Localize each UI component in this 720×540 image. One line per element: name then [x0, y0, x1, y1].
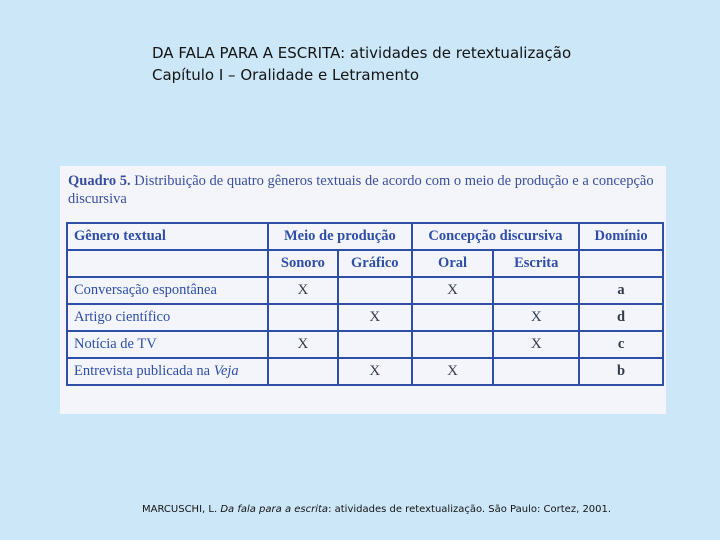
cell-genero-italic: Veja: [213, 363, 239, 379]
cell-sonoro: [268, 358, 338, 385]
cell-dominio: d: [579, 304, 663, 331]
subheader-empty-dominio: [579, 250, 663, 277]
citation-footer: [142, 504, 611, 515]
table-subheader-row: [67, 250, 663, 277]
cell-oral: [412, 304, 494, 331]
table-caption: [68, 172, 658, 208]
cell-sonoro: [268, 304, 338, 331]
cell-escrita: X: [493, 331, 579, 358]
slide-title-line1: DA FALA PARA A ESCRITA: atividades de retextualização: [152, 44, 572, 62]
cell-escrita: [493, 277, 579, 304]
cell-grafico: [338, 277, 412, 304]
cell-escrita: X: [493, 304, 579, 331]
table-row: [67, 331, 663, 358]
citation-title: Da fala para a escrita: [220, 504, 329, 515]
scanned-table-image: [60, 166, 666, 414]
cell-grafico: X: [338, 358, 412, 385]
slide-title-line2: Capítulo I – Oralidade e Letramento: [152, 66, 420, 84]
subheader-oral: Oral: [412, 250, 494, 277]
cell-grafico: X: [338, 304, 412, 331]
cell-dominio: c: [579, 331, 663, 358]
cell-escrita: [493, 358, 579, 385]
cell-oral: X: [412, 358, 494, 385]
subheader-empty: [67, 250, 268, 277]
subheader-sonoro: Sonoro: [268, 250, 338, 277]
cell-genero: Notícia de TV: [67, 331, 268, 358]
header-dominio: Domínio: [579, 223, 663, 250]
cell-genero-text: Entrevista publicada na: [74, 363, 214, 379]
cell-genero: Artigo científico: [67, 304, 268, 331]
header-concepcao: Concepção discursiva: [412, 223, 579, 250]
cell-sonoro: X: [268, 331, 338, 358]
cell-grafico: [338, 331, 412, 358]
table-row: [67, 304, 663, 331]
cell-dominio: a: [579, 277, 663, 304]
citation-author: MARCUSCHI, L.: [142, 504, 221, 515]
cell-dominio: b: [579, 358, 663, 385]
subheader-grafico: Gráfico: [338, 250, 412, 277]
cell-oral: X: [412, 277, 494, 304]
cell-genero: Conversação espontânea: [67, 277, 268, 304]
cell-genero: [67, 358, 268, 385]
caption-text: Distribuição de quatro gêneros textuais de acordo com o meio de produção e a concepção discursiva: [68, 173, 654, 207]
citation-rest: : atividades de retextualização. São Paulo: Cortez, 2001.: [328, 504, 612, 515]
header-meio: Meio de produção: [268, 223, 412, 250]
table-row: [67, 358, 663, 385]
cell-sonoro: X: [268, 277, 338, 304]
cell-oral: [412, 331, 494, 358]
caption-label: Quadro 5.: [68, 173, 131, 189]
header-genero: Gênero textual: [67, 223, 268, 250]
slide-title: [152, 42, 571, 86]
subheader-escrita: Escrita: [493, 250, 579, 277]
table-row: [67, 277, 663, 304]
quadro-table: [66, 222, 664, 386]
table-header-row: [67, 223, 663, 250]
